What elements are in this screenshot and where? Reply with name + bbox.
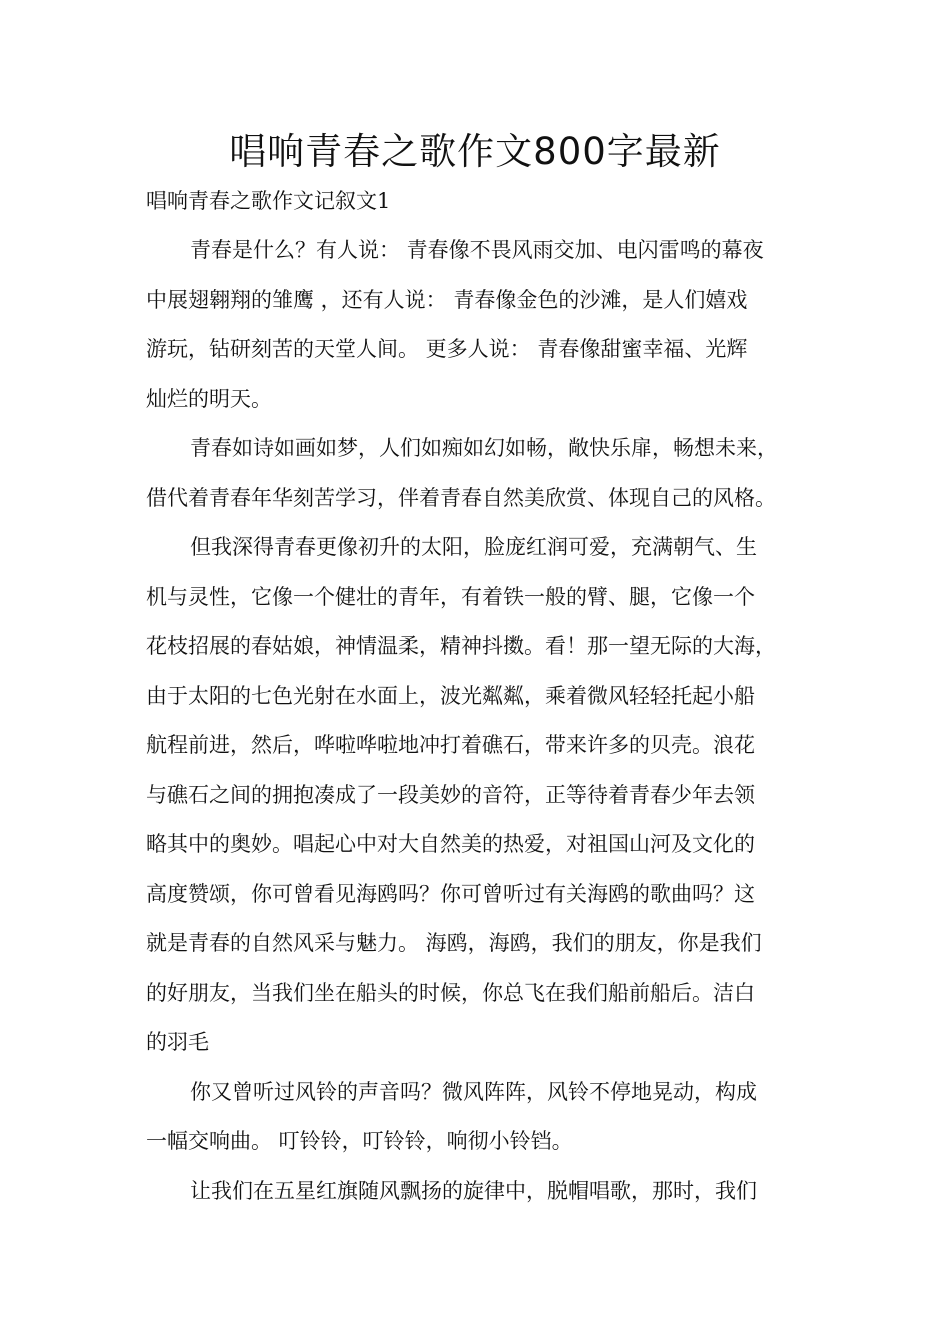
paragraph-line: 借代着青春年华刻苦学习，伴着青春自然美欣赏、体现自己的风格。 (146, 485, 776, 510)
paragraph-line: 略其中的奥妙。唱起心中对大自然美的热爱，对祖国山河及文化的 (146, 832, 755, 856)
paragraph-line: 让我们在五星红旗随风飘扬的旋律中，脱帽唱歌，那时，我们 (190, 1178, 757, 1203)
document-title: 唱响青春之歌作文800字最新 (229, 130, 721, 173)
paragraph-line: 与礁石之间的拥抱凑成了一段美妙的音符，正等待着青春少年去领 (146, 782, 755, 807)
paragraph (146, 1173, 826, 1223)
paragraph-line: 青春如诗如画如梦，人们如痴如幻如畅，敞快乐扉，畅想未来， (190, 436, 778, 460)
document-subtitle: 唱响青春之歌作文记叙文1 (146, 189, 391, 213)
paragraph-line: 中展翅翱翔的雏鹰 ，还有人说： 青春像金色的沙滩，是人们嬉戏 (146, 287, 748, 312)
paragraph-line: 青春是什么？有人说： 青春像不畏风雨交加、电闪雷鸣的幕夜 (190, 238, 764, 262)
paragraph-line: 就是青春的自然风采与魅力。 海鸥，海鸥，我们的朋友，你是我们 (146, 931, 762, 955)
paragraph-line: 的羽毛 (146, 1030, 209, 1054)
paragraph-line: 你又曾听过风铃的声音吗？微风阵阵，风铃不停地晃动，构成 (190, 1079, 757, 1104)
paragraph (146, 1074, 826, 1173)
paragraph-line: 游玩，钻研刻苦的天堂人间。 更多人说： 青春像甜蜜幸福、光辉 (146, 337, 748, 361)
paragraph-line: 花枝招展的春姑娘，神情温柔，精神抖擞。看！那一望无际的大海， (146, 634, 776, 658)
paragraph-line: 高度赞颂，你可曾看见海鸥吗？你可曾听过有关海鸥的歌曲吗？这 (146, 881, 755, 906)
paragraph-line: 但我深得青春更像初升的太阳，脸庞红润可爱，充满朝气、生 (190, 535, 757, 559)
paragraph (146, 430, 826, 529)
paragraph-line: 灿烂的明天。 (146, 386, 272, 411)
paragraph-line: 的好朋友，当我们坐在船头的时候，你总飞在我们船前船后。洁白 (146, 980, 755, 1005)
paragraph (146, 529, 826, 1074)
paragraph-line: 机与灵性，它像一个健壮的青年，有着铁一般的臂、腿，它像一个 (146, 584, 755, 609)
paragraph (146, 232, 826, 430)
paragraph-line: 航程前进，然后，哗啦哗啦地冲打着礁石，带来许多的贝壳。浪花 (146, 733, 755, 757)
document-body (146, 232, 826, 1222)
paragraph-line: 一幅交响曲。 叮铃铃，叮铃铃，响彻小铃铛。 (146, 1129, 573, 1153)
paragraph-line: 由于太阳的七色光射在水面上，波光粼粼，乘着微风轻轻托起小船 (146, 683, 755, 708)
